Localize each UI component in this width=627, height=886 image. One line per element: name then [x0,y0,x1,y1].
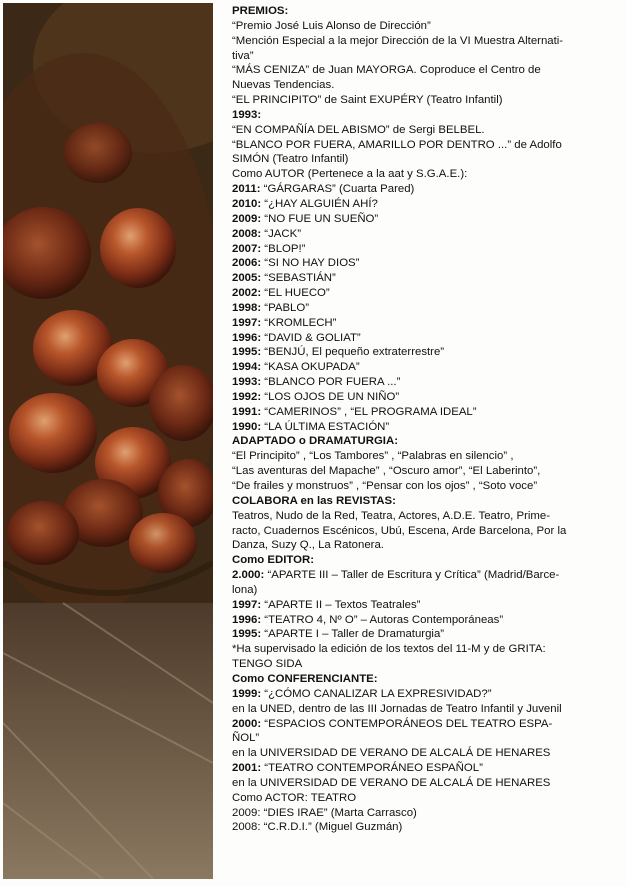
editor-work [232,598,618,613]
work-year: 2002: [232,287,262,300]
adaptado-line: “Las aventuras del Mapache” , “Oscuro amor”, “El Laberinto”, [232,465,541,478]
editor-work [232,568,618,583]
autor-work [232,256,618,271]
decorative-fruit-photo [3,3,213,879]
work-title: “LOS OJOS DE UN NIÑO” [261,390,400,403]
autor-work [232,316,618,331]
autor-work [232,182,618,197]
autor-work [232,242,618,257]
work-year: 1995: [232,346,262,359]
premio-1993-line: SIMÓN (Teatro Infantil) [232,153,349,166]
conferencia-line [232,717,618,732]
autor-work [232,286,618,301]
work-title: lona) [232,583,258,596]
colabora-line: Teatros, Nudo de la Red, Teatra, Actores, A.D.E. Teatro, Prime- [232,509,551,522]
editor-note: TENGO SIDA [232,658,303,671]
work-title: “¿HAY ALGUIÉN AHÍ? [261,197,378,210]
colabora-line: racto, Cuadernos Escénicos, Ubú, Escena, Arde Barcelona, Por la [232,524,567,537]
editor-heading: Como EDITOR: [232,554,315,567]
work-year: 2010: [232,197,262,210]
work-title: “APARTE II – Textos Teatrales” [261,598,421,611]
work-year: 1995: [232,628,262,641]
work-title: “BLOP!” [261,242,306,255]
premio-1993-line: “EN COMPAÑÍA DEL ABISMO” de Sergi BELBEL. [232,123,485,136]
work-year: 1992: [232,390,262,403]
premio-line: Nuevas Tendencias. [232,79,335,92]
work-title: “APARTE I – Taller de Dramaturgia” [261,628,445,641]
work-title: “SEBASTIÁN” [261,272,336,285]
conferencia-text: en la UNIVERSIDAD DE VERANO DE ALCALÁ DE HENARES [232,747,551,760]
work-title: “LA ÚLTIMA ESTACIÓN” [261,420,390,433]
year-1993-heading: 1993: [232,108,262,121]
conferencia-line [232,731,618,746]
work-year: 2007: [232,242,262,255]
conferencia-text: en la UNIVERSIDAD DE VERANO DE ALCALÁ DE HENARES [232,776,551,789]
work-title: “BLANCO POR FUERA ...” [261,376,401,389]
conferencia-line [232,687,618,702]
work-title: “APARTE III – Taller de Escritura y Crítica” (Madrid/Barce- [264,569,560,582]
premio-1993-line: “BLANCO POR FUERA, AMARILLO POR DENTRO ...” de Adolfo [232,138,562,151]
work-title: “DAVID & GOLIAT” [261,331,361,344]
autor-work [232,420,618,435]
actor-line: 2008: “C.R.D.I.” (Miguel Guzmán) [232,821,403,834]
work-title: “EL HUECO” [261,287,330,300]
conferencia-text: “ESPACIOS CONTEMPORÁNEOS DEL TEATRO ESPA- [261,717,553,730]
text-column [232,4,618,835]
work-title: “KROMLECH” [261,316,337,329]
autor-work [232,197,618,212]
conferencia-text: en la UNED, dentro de las III Jornadas de Teatro Infantil y Juvenil [232,702,562,715]
premios-heading: PREMIOS: [232,5,289,17]
conferencia-text: ÑOL” [232,732,260,745]
colabora-line: Danza, Suzy Q., La Ratonera. [232,539,384,552]
premio-line: “EL PRINCIPITO” de Saint EXUPÉRY (Teatro Infantil) [232,94,503,107]
work-title: “NO FUE UN SUEÑO” [261,212,379,225]
work-year: 2009: [232,212,262,225]
adaptado-line: “De frailes y monstruos” , “Pensar con los ojos” , “Soto voce” [232,480,538,492]
actor-line: 2009: “DIES IRAE” (Marta Carrasco) [232,806,417,819]
premio-line: “MÁS CENIZA” de Juan MAYORGA. Coproduce el Centro de [232,64,541,77]
conferencia-year: 2000: [232,717,262,730]
premio-line: “Mención Especial a la mejor Dirección de la VI Muestra Alternati- [232,34,564,47]
work-title: “PABLO” [261,301,310,314]
work-year: 1998: [232,301,262,314]
autor-work [232,212,618,227]
adaptado-heading: ADAPTADO o DRAMATURGIA: [232,435,398,448]
work-title: “GÁRGARAS” (Cuarta Pared) [260,183,415,196]
conferencia-text: “TEATRO CONTEMPORÁNEO ESPAÑOL” [261,762,483,775]
autor-work [232,390,618,405]
conferencia-year: 1999: [232,687,262,700]
work-title: “TEATRO 4, Nº O” – Autoras Contemporáneas” [261,613,504,626]
work-year: 1996: [232,331,262,344]
conferencia-line [232,776,618,791]
work-year: 1993: [232,376,262,389]
editor-work [232,613,618,628]
autor-work [232,331,618,346]
work-year: 1996: [232,613,262,626]
conferencia-text: “¿CÓMO CANALIZAR LA EXPRESIVIDAD?” [261,687,492,700]
autor-work [232,271,618,286]
work-year: 2006: [232,257,262,270]
work-title: “JACK” [261,227,302,240]
editor-note: *Ha supervisado la edición de los textos del 11-M y de GRITA: [232,643,546,656]
premio-line: tiva” [232,49,254,62]
conferencia-line [232,702,618,717]
work-year: 1991: [232,405,262,418]
work-year: 2008: [232,227,262,240]
work-title: “CAMERINOS” , “EL PROGRAMA IDEAL” [261,405,477,418]
conferencia-year: 2001: [232,762,262,775]
work-year: 2.000: [232,569,265,582]
conferencia-line [232,746,618,761]
autor-work [232,405,618,420]
colabora-heading: COLABORA en las REVISTAS: [232,494,396,507]
autor-work [232,375,618,390]
autor-work [232,301,618,316]
fruit-photo-illustration [3,3,213,879]
actor-intro: Como ACTOR: TEATRO [232,791,357,804]
work-title: “KASA OKUPADA” [261,361,360,374]
autor-work [232,360,618,375]
work-year: 2005: [232,272,262,285]
conferencia-line [232,761,618,776]
editor-work [232,583,618,598]
autor-intro: Como AUTOR (Pertenece a la aat y S.G.A.E.): [232,168,468,181]
work-year: 1997: [232,598,262,611]
conferenciante-heading: Como CONFERENCIANTE: [232,672,378,685]
work-year: 1997: [232,316,262,329]
autor-work [232,227,618,242]
premio-line: “Premio José Luis Alonso de Dirección” [232,19,431,32]
autor-work [232,345,618,360]
work-year: 1994: [232,361,262,374]
adaptado-line: “El Principito” , “Los Tambores” , “Palabras en silencio” , [232,450,514,463]
work-year: 2011: [232,183,261,196]
work-title: “BENJÚ, El pequeño extraterrestre” [261,346,445,359]
work-title: “SI NO HAY DIOS” [261,257,360,270]
work-year: 1990: [232,420,262,433]
editor-work [232,627,618,642]
